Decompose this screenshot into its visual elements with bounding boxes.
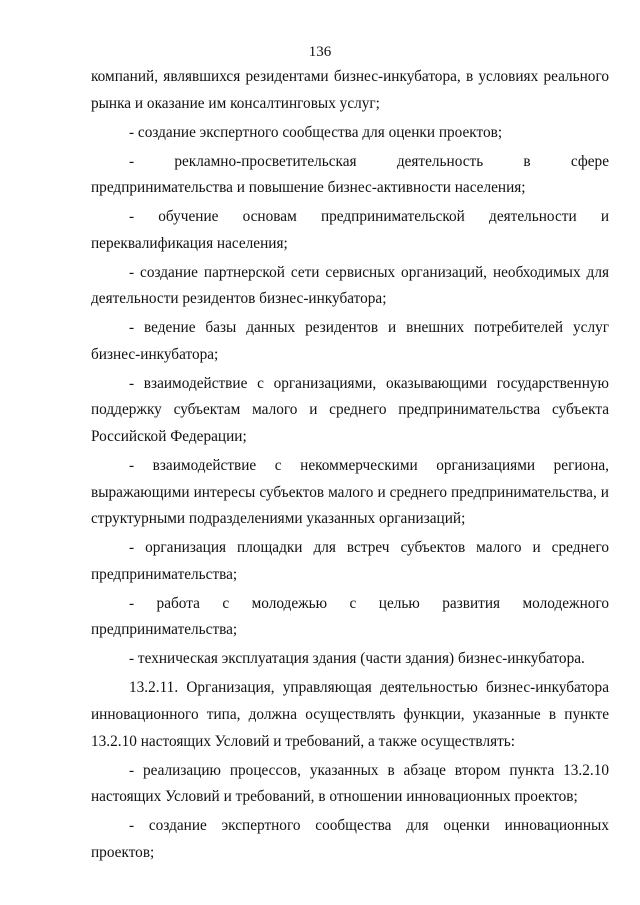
list-item-youth-work: - работа с молодежью с целью развития молодежного предпринимательства; <box>91 594 609 639</box>
list-item-expert-community: - создание экспертного сообщества для оценки проектов; <box>129 123 503 141</box>
list-item-innovative-expert-community: - создание экспертного сообщества для оценки инновационных проектов; <box>91 817 609 861</box>
list-item-state-support-interaction: - взаимодействие с организациями, оказывающими государственную поддержку субъектам малого и среднего предпринимательства субъекта Российской Федерации; <box>91 374 609 446</box>
list-item-nonprofit-interaction: - взаимодействие с некоммерческими организациями региона, выражающими интересы субъектов малого и среднего предпринимательства, и структурными подразделениями указанных организаций; <box>91 457 609 528</box>
list-item-innovative-processes: - реализацию процессов, указанных в абзаце втором пункта 13.2.10 настоящих Условий и требований, в отношении инновационных проектов; <box>91 761 609 806</box>
paragraph-continuation: компаний, являвшихся резидентами бизнес-инкубатора, в условиях реального рынка и оказание им консалтинговых услуг; <box>91 68 609 112</box>
list-item-meeting-platform: - организация площадки для встреч субъектов малого и среднего предпринимательства; <box>91 539 609 583</box>
list-item-database: - ведение базы данных резидентов и внешних потребителей услуг бизнес-инкубатора; <box>91 319 609 363</box>
list-item-partner-network: - создание партнерской сети сервисных организаций, необходимых для деятельности резидентов бизнес-инкубатора; <box>91 263 609 308</box>
page-number: 136 <box>308 44 332 60</box>
list-item-building-maintenance: - техническая эксплуатация здания (части здания) бизнес-инкубатора. <box>129 650 585 668</box>
document-body <box>91 64 609 866</box>
list-item-advertising: - рекламно-просветительская деятельность в сфере предпринимательства и повышение бизнес-активности населения; <box>91 152 609 197</box>
list-item-training: - обучение основам предпринимательской деятельности и переквалификация населения; <box>91 208 609 252</box>
section-13-2-11: 13.2.11. Организация, управляющая деятельностью бизнес-инкубатора инновационного типа, должна осуществлять функции, указанные в пункте 13.2.10 настоящих Условий и требований, а также осуществлять: <box>91 679 609 750</box>
